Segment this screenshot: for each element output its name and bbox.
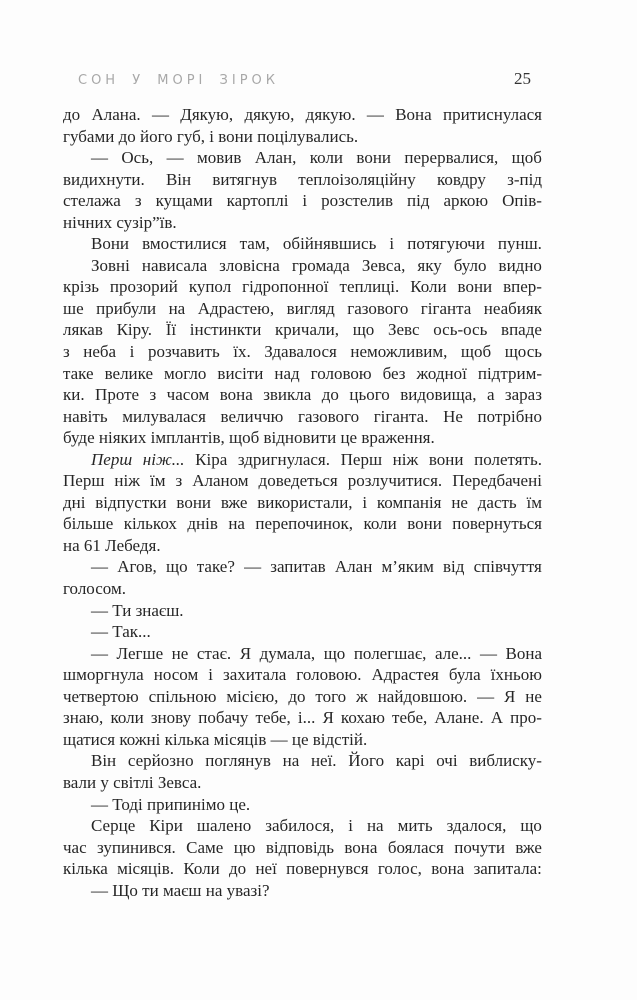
body-line: Він серйозно поглянув на неї. Його карі очі виблиску-: [91, 751, 542, 771]
body-line: буде ніяких імплантів, щоб відновити це враження.: [63, 428, 435, 448]
body-line: Перш ніж їм з Аланом доведеться розлучитися. Передбачені: [63, 471, 542, 491]
body-line: крізь прозорий купол гідропонної теплиці. Коли вони впер-: [63, 277, 542, 297]
body-line: знаю, коли знову побачу тебе, і... Я кохаю тебе, Алане. А про-: [63, 708, 542, 728]
body-line: лякав Кіру. Її інстинкти кричали, що Зевс ось-ось впаде: [63, 320, 542, 340]
body-line: Вони вмостилися там, обійнявшись і потягуючи пунш.: [91, 234, 542, 254]
body-line: — Так...: [91, 622, 151, 642]
body-line: — Що ти маєш на увазі?: [91, 880, 270, 900]
body-line: таке велике могло висіти над головою без жодної підтрим-: [63, 363, 542, 383]
body-line: — Ось, — мовив Алан, коли вони перервалися, щоб: [91, 148, 542, 168]
body-line: більше кількох днів на перепочинок, коли вони повернуться: [63, 514, 542, 534]
running-title: СОН У МОРІ ЗІРОК: [78, 73, 279, 88]
body-line: четвертою спільною місією, до того ж найдовшою. — Я не: [63, 686, 542, 706]
body-line: голосом.: [63, 579, 126, 599]
body-line: кілька місяців. Коли до неї повернувся голос, вона запитала:: [63, 859, 542, 879]
body-line: стелажа з кущами картоплі і розстелив під аркою Опів-: [63, 191, 542, 211]
body-line: з неба і розчавить їх. Здавалося неможливим, щоб щось: [63, 342, 542, 362]
page-header: [78, 69, 542, 89]
body-line: навіть милувалася величчю газового гіганта. Не потрібно: [63, 406, 542, 426]
body-line: нічних сузір”їв.: [63, 212, 177, 232]
body-line: Перш ніж... Кіра здригнулася. Перш ніж вони полетять.: [91, 449, 542, 469]
page-number: 25: [514, 69, 531, 88]
body-line: шморгнула носом і захитала головою. Адрастея була їхньою: [63, 665, 542, 685]
body-line: дні відпустки вони вже використали, і компанія не дасть їм: [63, 492, 542, 512]
body-line: вали у світлі Зевса.: [63, 772, 202, 792]
body-line: ки. Проте з часом вона звикла до цього видовища, а зараз: [63, 385, 542, 405]
body-line: губами до його губ, і вони поцілувались.: [63, 126, 359, 146]
body-line: час зупинився. Саме цю відповідь вона боялася почути вже: [63, 837, 542, 857]
body-line: — Агов, що таке? — запитав Алан м’яким від співчуття: [91, 557, 542, 577]
text-block: [63, 104, 542, 901]
body-line: Зовні нависала зловісна громада Зевса, яку було видно: [91, 255, 542, 275]
body-line: — Тоді припинімо це.: [91, 794, 251, 814]
body-line: ше прибули на Адрастею, вигляд газового гіганта неабияк: [63, 298, 542, 318]
body-line: до Алана. — Дякую, дякую, дякую. — Вона притиснулася: [63, 105, 542, 124]
body-line: — Ти знаєш.: [91, 600, 184, 620]
body-line: Серце Кіри шалено забилося, і на мить здалося, що: [91, 816, 542, 836]
body-line: — Легше не стає. Я думала, що полегшає, але... — Вона: [91, 643, 542, 663]
body-line: на 61 Лебедя.: [63, 535, 161, 555]
body-line: видихнути. Він витягнув теплоізоляційну ковдру з-під: [63, 169, 542, 189]
body-line: щатися кожні кілька місяців — це відстій.: [63, 729, 368, 749]
